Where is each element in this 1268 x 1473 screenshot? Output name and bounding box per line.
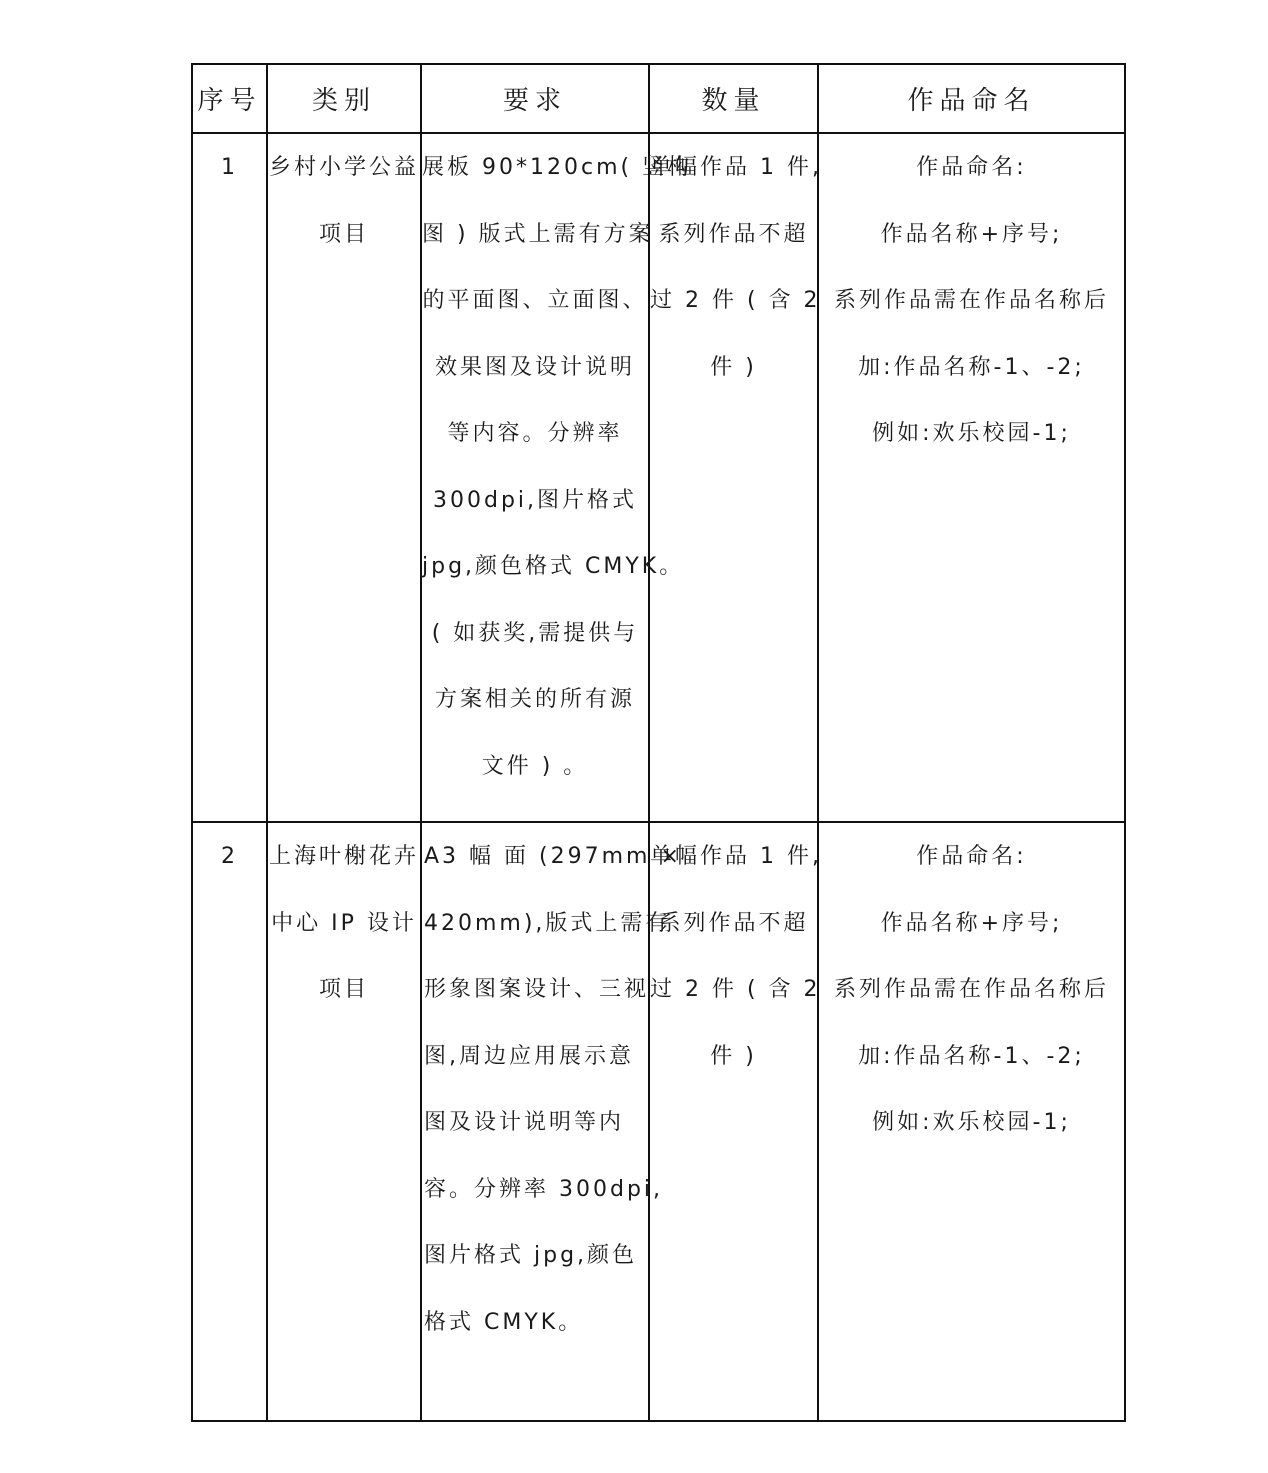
category-line: 上海叶榭花卉 — [268, 844, 419, 869]
naming-line: 例如:欢乐校园-1; — [872, 1110, 1071, 1135]
header-quantity: 数量 — [649, 64, 818, 133]
quantity-cell — [649, 822, 822, 1421]
naming-line: 作品命名: — [916, 844, 1027, 869]
requirement-line: 形象图案设计、三视 — [424, 977, 650, 1002]
requirement-line: 格式 CMYK。 — [424, 1309, 584, 1335]
quantity-line: 单幅作品 1 件, — [650, 155, 822, 180]
quantity-line: 单幅作品 1 件, — [650, 844, 822, 869]
naming-line: 作品名称+序号; — [880, 221, 1063, 247]
requirement-line: 图 ) 版式上需有方案 — [422, 221, 654, 247]
requirement-line: 等内容。分辨率 — [447, 421, 623, 446]
requirement-line: 方案相关的所有源 — [434, 687, 635, 712]
naming-cell — [818, 133, 1125, 822]
requirement-line: 的平面图、立面图、 — [422, 288, 648, 313]
row-index: 2 — [221, 844, 238, 869]
requirement-line: 图,周边应用展示意 — [424, 1043, 634, 1069]
requirement-line: 效果图及设计说明 — [434, 354, 635, 380]
requirement-line: 文件 ) 。 — [481, 753, 589, 779]
requirement-cell — [421, 133, 693, 822]
requirement-line: 图片格式 jpg,颜色 — [424, 1243, 638, 1268]
header-naming: 作品命名 — [818, 64, 1125, 133]
row-index: 1 — [221, 155, 238, 180]
category-line: 项目 — [318, 977, 369, 1002]
naming-line: 系列作品需在作品名称后 — [833, 977, 1109, 1002]
naming-line: 加:作品名称-1、-2; — [858, 354, 1085, 380]
requirement-line: 300dpi,图片格式 — [432, 487, 638, 513]
row-index-cell — [192, 133, 267, 822]
category-line: 项目 — [318, 221, 369, 247]
quantity-line: 过 2 件 ( 含 2 — [650, 288, 821, 313]
requirement-line: jpg,颜色格式 CMYK。 — [422, 554, 685, 579]
requirement-line: 展板 90*120cm( 竖构 — [422, 155, 693, 180]
category-cell — [267, 133, 421, 822]
header-category: 类别 — [267, 64, 421, 133]
naming-line: 系列作品需在作品名称后 — [833, 288, 1109, 313]
naming-line: 作品名称+序号; — [880, 910, 1063, 936]
requirement-line: 容。分辨率 300dpi, — [424, 1176, 664, 1202]
row-index-cell — [192, 822, 267, 1421]
quantity-line: 过 2 件 ( 含 2 — [650, 977, 821, 1002]
naming-line: 加:作品名称-1、-2; — [858, 1043, 1085, 1069]
table-header-row — [192, 64, 1125, 133]
category-line: 中心 IP 设计 — [271, 910, 417, 936]
naming-cell — [818, 822, 1125, 1421]
quantity-line: 系列作品不超 — [658, 221, 809, 247]
header-requirement: 要求 — [421, 64, 649, 133]
quantity-line: 件 ) — [710, 1043, 757, 1069]
naming-line: 例如:欢乐校园-1; — [872, 421, 1071, 446]
quantity-line: 件 ) — [710, 354, 757, 380]
requirement-line: A3 幅 面 (297mm × — [424, 844, 682, 869]
requirement-line: 图及设计说明等内 — [424, 1110, 625, 1135]
table-row — [192, 822, 1125, 1421]
category-line: 乡村小学公益 — [268, 155, 419, 180]
requirement-cell — [421, 822, 682, 1421]
requirement-line: 420mm),版式上需有 — [424, 910, 671, 936]
quantity-line: 系列作品不超 — [658, 910, 809, 936]
header-index: 序号 — [192, 64, 267, 133]
table-row — [192, 133, 1125, 822]
quantity-cell — [649, 133, 822, 822]
requirement-line: ( 如获奖,需提供与 — [431, 620, 639, 646]
requirements-table — [191, 63, 1126, 1422]
category-cell — [267, 822, 421, 1421]
naming-line: 作品命名: — [916, 155, 1027, 180]
